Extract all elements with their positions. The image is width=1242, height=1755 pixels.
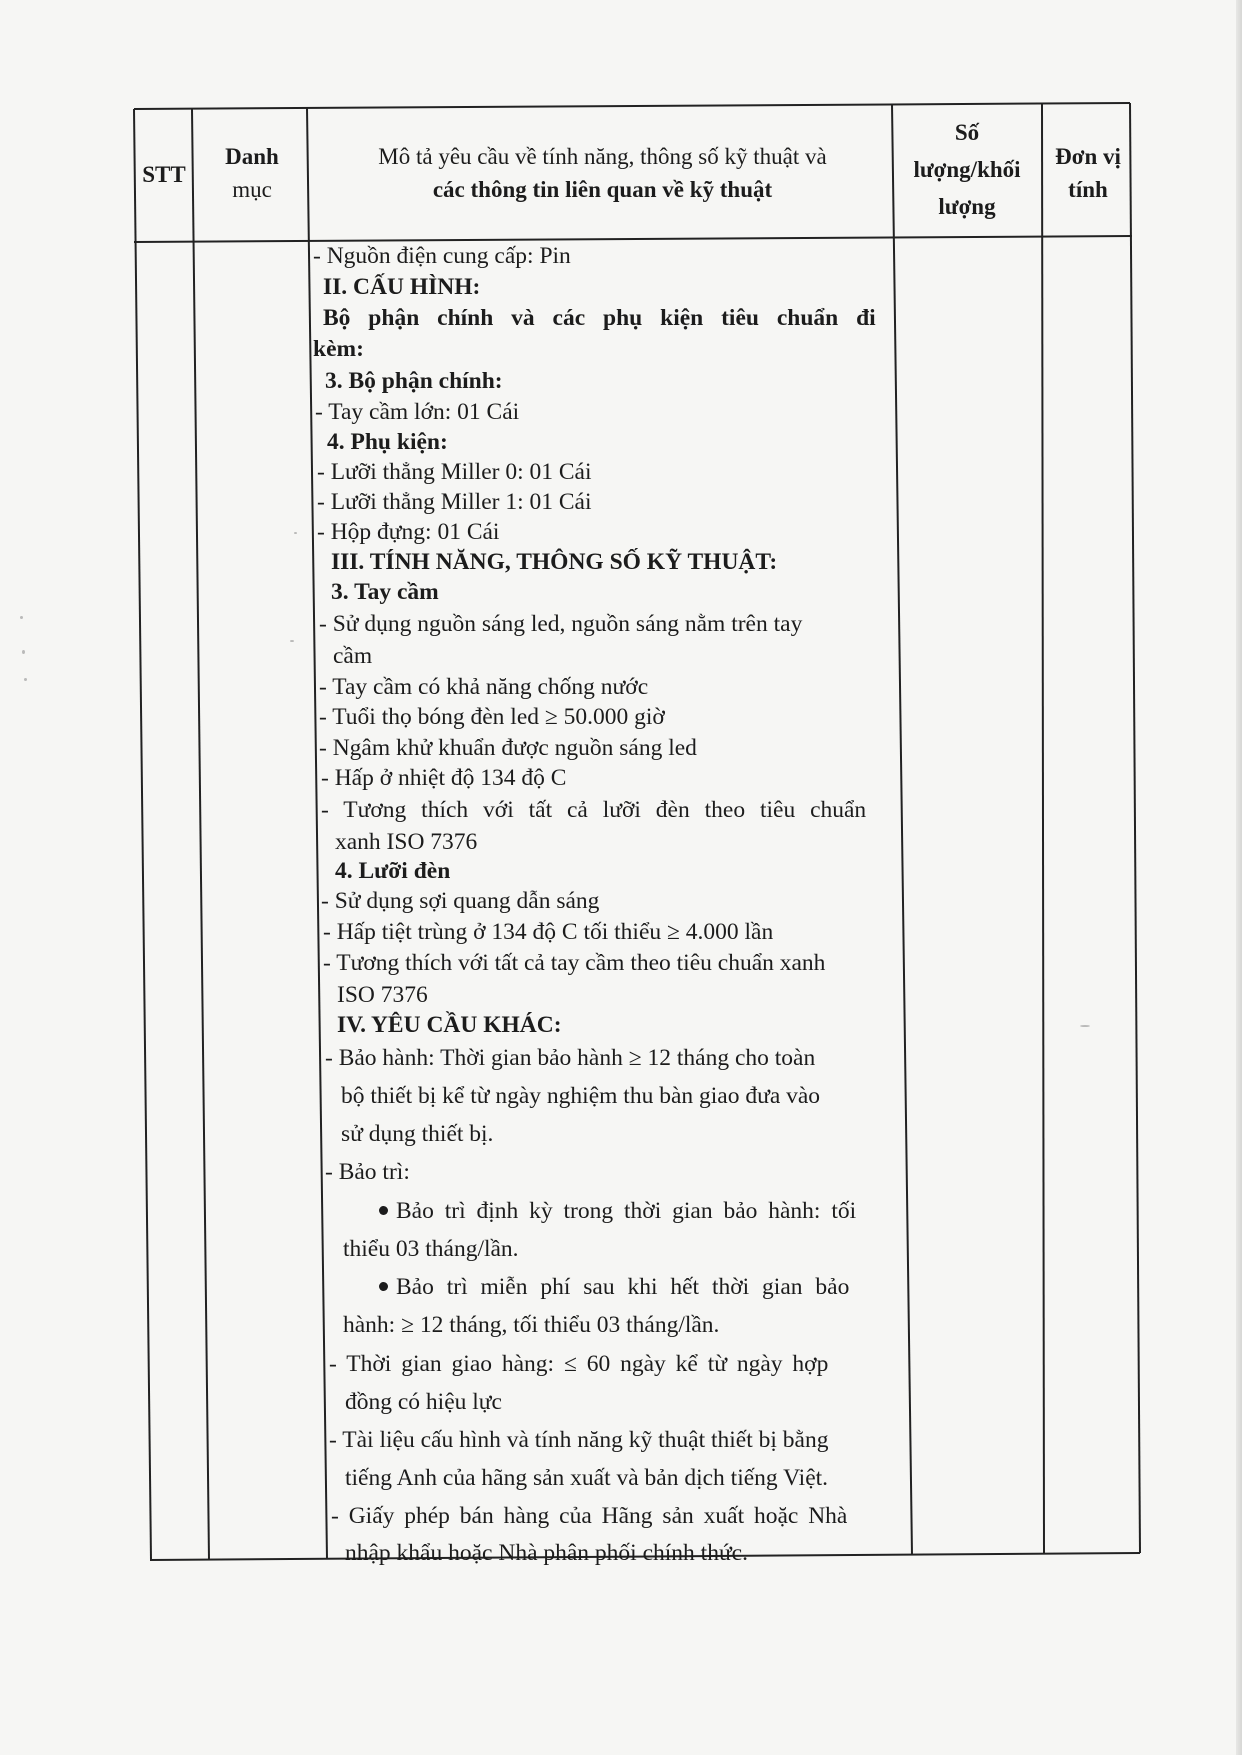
spec-line: - Thời gian giao hàng: ≤ 60 ngày kể từ ngày hợp [329,1351,829,1377]
spec-line: - Nguồn điện cung cấp: Pin [313,243,571,269]
header-so-luong-line1: Số [954,120,980,145]
spec-line: - Ngâm khử khuẩn được nguồn sáng led [319,735,697,761]
spec-line: sử dụng thiết bị. [341,1121,494,1147]
header-danh-muc [196,140,308,207]
spec-line-text: - Tương thích với tất cả lưỡi đèn theo tiêu chuẩn [321,797,867,823]
spec-line: - Bảo hành: Thời gian bảo hành ≥ 12 tháng cho toàn [325,1045,816,1071]
bullet-line [379,1274,907,1301]
spec-line: tiếng Anh của hãng sản xuất và bản dịch tiếng Việt. [345,1465,829,1491]
spec-line [321,797,905,824]
subsection-heading: 4. Phụ kiện: [327,429,448,455]
header-don-vi-line1: Đơn vị [1055,144,1121,169]
header-danh-muc-line2: mục [232,177,272,203]
header-don-vi [1044,140,1132,207]
header-mo-ta-line1: Mô tả yêu cầu về tính năng, thông số kỹ thuật và [378,144,827,169]
spec-line: - Lưỡi thẳng Miller 0: 01 Cái [317,459,592,485]
bullet-line-text: Bảo trì định kỳ trong thời gian bảo hành: tối [396,1198,857,1224]
spec-line: hành: ≥ 12 tháng, tối thiểu 03 tháng/lần. [343,1312,720,1338]
spec-line: - Sử dụng nguồn sáng led, nguồn sáng nằm trên tay [319,611,803,637]
spec-line: bộ thiết bị kể từ ngày nghiệm thu bàn giao đưa vào [341,1083,821,1109]
section-heading: II. CẤU HÌNH: [323,274,481,300]
spec-line: kèm: [313,336,364,362]
header-so-luong-line3: lượng [938,193,996,219]
spec-line: - Hấp tiệt trùng ở 134 độ C tối thiểu ≥ 4.000 lần [323,919,774,945]
header-mo-ta-line2: các thông tin liên quan về kỹ thuật [432,177,773,203]
spec-line: ISO 7376 [337,982,428,1008]
spec-line: cầm [333,643,373,669]
spec-line [323,305,903,332]
spec-line: - Tay cầm lớn: 01 Cái [315,399,520,425]
spec-line: - Bảo trì: [325,1159,410,1185]
spec-line: - Hộp đựng: 01 Cái [317,519,500,545]
section-heading: IV. YÊU CẦU KHÁC: [337,1012,562,1038]
header-mo-ta [310,140,895,207]
spec-line: - Sử dụng sợi quang dẫn sáng [321,888,600,914]
spec-line: thiểu 03 tháng/lần. [343,1236,519,1262]
header-danh-muc-line1: Danh [225,144,279,169]
spec-line: - Tuổi thọ bóng đèn led ≥ 50.000 giờ [319,704,665,730]
bullet-line-text: Bảo trì miễn phí sau khi hết thời gian bảo [396,1274,850,1300]
header-so-luong [893,115,1041,225]
spec-line-text: Bộ phận chính và các phụ kiện tiêu chuẩn đi [323,305,876,331]
spec-line: nhập khẩu hoặc Nhà phân phối chính thức. [345,1540,748,1566]
section-heading: III. TÍNH NĂNG, THÔNG SỐ KỸ THUẬT: [331,549,778,575]
header-so-luong-line2: lượng/khối [913,156,1021,182]
bullet-icon [379,1206,388,1215]
header-stt [136,158,192,191]
spec-line: - Tay cầm có khả năng chống nước [319,674,649,700]
spec-line: - Tương thích với tất cả tay cầm theo tiêu chuẩn xanh [323,950,826,976]
subsection-heading: 3. Bộ phận chính: [325,368,503,394]
subsection-heading: 3. Tay cầm [331,579,439,605]
spec-line: - Lưỡi thẳng Miller 1: 01 Cái [317,489,592,515]
spec-line: - Tài liệu cấu hình và tính năng kỹ thuật thiết bị bằng [329,1427,829,1453]
spec-line: - Giấy phép bán hàng của Hãng sản xuất hoặc Nhà [331,1503,848,1529]
spec-line: xanh ISO 7376 [335,829,478,855]
header-don-vi-line2: tính [1068,177,1108,203]
spec-line: - Hấp ở nhiệt độ 134 độ C [321,765,567,791]
bullet-line [379,1198,907,1225]
header-stt-label: STT [142,162,186,187]
subsection-heading: 4. Lưỡi đèn [335,858,451,884]
bullet-icon [379,1282,388,1291]
spec-line: đồng có hiệu lực [345,1389,502,1415]
